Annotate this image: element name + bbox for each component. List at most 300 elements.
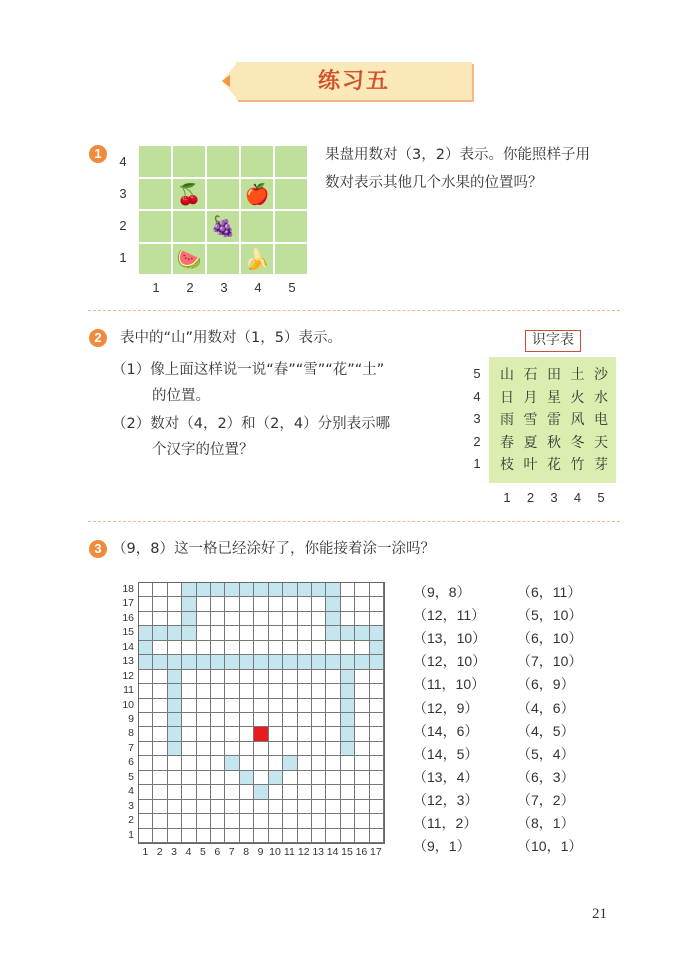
grid-cell[interactable]	[139, 814, 153, 828]
grid-cell[interactable]	[298, 670, 312, 684]
grid-cell[interactable]	[182, 684, 196, 698]
grid-cell[interactable]	[240, 597, 254, 611]
grid-cell[interactable]	[139, 771, 153, 785]
grid-cell[interactable]	[240, 684, 254, 698]
grid-cell[interactable]	[182, 756, 196, 770]
grid-cell[interactable]	[312, 641, 326, 655]
grid-cell[interactable]	[182, 713, 196, 727]
grid-cell[interactable]	[341, 800, 355, 814]
grid-cell[interactable]	[225, 829, 239, 843]
grid-cell[interactable]	[254, 713, 268, 727]
grid-cell[interactable]	[269, 612, 283, 626]
grid-cell[interactable]	[240, 829, 254, 843]
grid-cell[interactable]	[341, 829, 355, 843]
grid-cell-filled-blue[interactable]	[341, 670, 355, 684]
grid-cell-filled-blue[interactable]	[240, 655, 254, 669]
grid-cell[interactable]	[197, 670, 211, 684]
grid-cell[interactable]	[182, 670, 196, 684]
grid-cell[interactable]	[283, 814, 297, 828]
grid-cell[interactable]	[211, 742, 225, 756]
grid-cell[interactable]	[312, 727, 326, 741]
grid-cell[interactable]	[326, 771, 340, 785]
grid-cell[interactable]	[312, 771, 326, 785]
grid-cell[interactable]	[197, 814, 211, 828]
grid-cell[interactable]	[341, 612, 355, 626]
grid-cell[interactable]	[355, 727, 369, 741]
grid-cell[interactable]	[240, 785, 254, 799]
grid-cell[interactable]	[182, 742, 196, 756]
grid-cell[interactable]	[326, 713, 340, 727]
grid-cell[interactable]	[240, 742, 254, 756]
grid-cell[interactable]	[370, 670, 384, 684]
grid-cell[interactable]	[197, 756, 211, 770]
grid-cell[interactable]	[211, 814, 225, 828]
grid-cell[interactable]	[370, 742, 384, 756]
grid-cell[interactable]	[197, 771, 211, 785]
grid-cell[interactable]	[326, 814, 340, 828]
grid-cell[interactable]	[298, 612, 312, 626]
grid-cell-filled-blue[interactable]	[370, 626, 384, 640]
grid-cell[interactable]	[283, 771, 297, 785]
grid-cell-filled-blue[interactable]	[153, 655, 167, 669]
grid-cell[interactable]	[168, 771, 182, 785]
grid-cell[interactable]	[139, 742, 153, 756]
grid-cell[interactable]	[269, 829, 283, 843]
grid-cell-filled-blue[interactable]	[326, 626, 340, 640]
grid-cell[interactable]	[168, 597, 182, 611]
grid-cell[interactable]	[197, 684, 211, 698]
grid-cell[interactable]	[341, 641, 355, 655]
grid-cell[interactable]	[298, 597, 312, 611]
grid-cell-filled-blue[interactable]	[370, 655, 384, 669]
grid-cell[interactable]	[269, 699, 283, 713]
grid-cell[interactable]	[240, 713, 254, 727]
grid-cell[interactable]	[153, 597, 167, 611]
grid-cell-filled-blue[interactable]	[341, 626, 355, 640]
grid-cell[interactable]	[168, 829, 182, 843]
grid-cell-filled-blue[interactable]	[225, 756, 239, 770]
grid-cell[interactable]	[370, 800, 384, 814]
grid-cell-filled-blue[interactable]	[355, 655, 369, 669]
grid-cell[interactable]	[240, 727, 254, 741]
grid-cell[interactable]	[370, 612, 384, 626]
grid-cell[interactable]	[139, 684, 153, 698]
grid-cell-filled-blue[interactable]	[168, 670, 182, 684]
grid-cell[interactable]	[153, 829, 167, 843]
grid-cell[interactable]	[225, 785, 239, 799]
grid-cell[interactable]	[240, 641, 254, 655]
grid-cell-filled-blue[interactable]	[211, 655, 225, 669]
grid-cell[interactable]	[312, 699, 326, 713]
grid-cell[interactable]	[269, 727, 283, 741]
grid-cell[interactable]	[326, 670, 340, 684]
grid-cell-filled-blue[interactable]	[254, 655, 268, 669]
grid-cell[interactable]	[139, 829, 153, 843]
grid-cell[interactable]	[254, 699, 268, 713]
grid-cell-filled-blue[interactable]	[341, 684, 355, 698]
grid-cell[interactable]	[283, 727, 297, 741]
grid-cell-filled-blue[interactable]	[182, 626, 196, 640]
grid-cell[interactable]	[197, 641, 211, 655]
grid-cell[interactable]	[326, 829, 340, 843]
grid-cell-filled-blue[interactable]	[182, 583, 196, 597]
grid-cell-filled-blue[interactable]	[341, 699, 355, 713]
grid-cell-filled-blue[interactable]	[168, 713, 182, 727]
grid-cell[interactable]	[312, 626, 326, 640]
grid-cell[interactable]	[312, 713, 326, 727]
grid-cell-filled-blue[interactable]	[312, 655, 326, 669]
grid-cell-filled-blue[interactable]	[312, 583, 326, 597]
grid-cell[interactable]	[269, 713, 283, 727]
grid-cell-filled-blue[interactable]	[355, 626, 369, 640]
grid-cell[interactable]	[168, 641, 182, 655]
grid-cell[interactable]	[182, 727, 196, 741]
grid-cell[interactable]	[153, 756, 167, 770]
grid-cell[interactable]	[355, 699, 369, 713]
grid-cell[interactable]	[225, 727, 239, 741]
grid-cell[interactable]	[370, 756, 384, 770]
grid-cell-filled-blue[interactable]	[139, 641, 153, 655]
grid-cell[interactable]	[283, 684, 297, 698]
grid-cell[interactable]	[312, 597, 326, 611]
grid-cell[interactable]	[254, 670, 268, 684]
grid-cell[interactable]	[355, 785, 369, 799]
grid-cell[interactable]	[139, 597, 153, 611]
grid-cell[interactable]	[153, 727, 167, 741]
grid-cell[interactable]	[283, 785, 297, 799]
grid-cell[interactable]	[153, 785, 167, 799]
grid-cell[interactable]	[211, 670, 225, 684]
grid-cell-filled-blue[interactable]	[341, 655, 355, 669]
grid-cell-filled-blue[interactable]	[283, 583, 297, 597]
grid-cell[interactable]	[153, 641, 167, 655]
grid-cell-filled-blue[interactable]	[153, 626, 167, 640]
grid-cell[interactable]	[298, 727, 312, 741]
grid-cell[interactable]	[153, 742, 167, 756]
grid-cell[interactable]	[326, 684, 340, 698]
grid-cell-filled-blue[interactable]	[269, 583, 283, 597]
grid-cell[interactable]	[283, 612, 297, 626]
grid-cell[interactable]	[139, 756, 153, 770]
grid-cell[interactable]	[269, 785, 283, 799]
grid-cell[interactable]	[197, 612, 211, 626]
grid-cell-filled-blue[interactable]	[298, 655, 312, 669]
grid-cell[interactable]	[240, 814, 254, 828]
grid-cell[interactable]	[341, 597, 355, 611]
grid-cell[interactable]	[240, 756, 254, 770]
grid-cell[interactable]	[211, 829, 225, 843]
grid-cell[interactable]	[197, 727, 211, 741]
grid-cell[interactable]	[370, 597, 384, 611]
grid-cell[interactable]	[283, 800, 297, 814]
grid-cell[interactable]	[240, 699, 254, 713]
grid-cell-filled-blue[interactable]	[225, 655, 239, 669]
grid-cell[interactable]	[211, 626, 225, 640]
grid-cell[interactable]	[283, 641, 297, 655]
grid-cell-filled-blue[interactable]	[341, 727, 355, 741]
grid-cell[interactable]	[211, 771, 225, 785]
grid-cell[interactable]	[225, 597, 239, 611]
grid-cell[interactable]	[197, 597, 211, 611]
grid-cell[interactable]	[182, 785, 196, 799]
grid-cell[interactable]	[225, 684, 239, 698]
grid-cell[interactable]	[355, 742, 369, 756]
grid-cell[interactable]	[298, 756, 312, 770]
grid-cell[interactable]	[153, 583, 167, 597]
grid-cell-filled-blue[interactable]	[326, 583, 340, 597]
grid-cell-filled-blue[interactable]	[341, 742, 355, 756]
grid-cell[interactable]	[168, 612, 182, 626]
grid-cell[interactable]	[197, 699, 211, 713]
grid-cell[interactable]	[168, 785, 182, 799]
grid-cell[interactable]	[355, 829, 369, 843]
grid-cell[interactable]	[312, 612, 326, 626]
grid-cell-filled-blue[interactable]	[168, 742, 182, 756]
grid-cell[interactable]	[153, 670, 167, 684]
grid-cell[interactable]	[269, 597, 283, 611]
grid-cell[interactable]	[254, 612, 268, 626]
grid-cell-filled-blue[interactable]	[168, 655, 182, 669]
grid-cell[interactable]	[312, 829, 326, 843]
grid-cell-filled-blue[interactable]	[197, 655, 211, 669]
grid-cell[interactable]	[298, 626, 312, 640]
grid-cell[interactable]	[269, 756, 283, 770]
grid-cell[interactable]	[182, 814, 196, 828]
grid-cell[interactable]	[197, 626, 211, 640]
grid-cell[interactable]	[298, 713, 312, 727]
grid-cell-filled-blue[interactable]	[269, 771, 283, 785]
grid-cell[interactable]	[211, 785, 225, 799]
grid-cell-filled-blue[interactable]	[254, 785, 268, 799]
grid-cell[interactable]	[370, 684, 384, 698]
grid-cell[interactable]	[355, 800, 369, 814]
grid-cell[interactable]	[355, 612, 369, 626]
grid-cell[interactable]	[326, 756, 340, 770]
grid-cell[interactable]	[312, 814, 326, 828]
grid-cell[interactable]	[269, 814, 283, 828]
grid-cell[interactable]	[298, 742, 312, 756]
grid-cell[interactable]	[182, 771, 196, 785]
grid-cell[interactable]	[312, 785, 326, 799]
grid-cell[interactable]	[254, 771, 268, 785]
grid-cell[interactable]	[153, 771, 167, 785]
grid-cell[interactable]	[225, 713, 239, 727]
grid-cell[interactable]	[211, 597, 225, 611]
grid-cell[interactable]	[298, 771, 312, 785]
grid-cell[interactable]	[197, 742, 211, 756]
grid-cell[interactable]	[312, 756, 326, 770]
grid-cell-filled-blue[interactable]	[182, 597, 196, 611]
grid-cell[interactable]	[225, 670, 239, 684]
grid-cell[interactable]	[211, 727, 225, 741]
grid-cell[interactable]	[298, 684, 312, 698]
grid-cell[interactable]	[197, 785, 211, 799]
grid-cell[interactable]	[254, 800, 268, 814]
grid-cell[interactable]	[326, 727, 340, 741]
grid-cell[interactable]	[225, 814, 239, 828]
grid-cell[interactable]	[326, 742, 340, 756]
grid-cell[interactable]	[355, 684, 369, 698]
grid-cell-filled-blue[interactable]	[370, 641, 384, 655]
grid-cell[interactable]	[370, 713, 384, 727]
grid-cell[interactable]	[269, 641, 283, 655]
grid-cell[interactable]	[139, 699, 153, 713]
grid-cell[interactable]	[298, 699, 312, 713]
grid-cell[interactable]	[254, 756, 268, 770]
grid-cell[interactable]	[312, 684, 326, 698]
grid-cell[interactable]	[211, 713, 225, 727]
grid-cell[interactable]	[211, 699, 225, 713]
grid-cell[interactable]	[370, 583, 384, 597]
grid-cell-filled-blue[interactable]	[182, 612, 196, 626]
grid-cell[interactable]	[139, 785, 153, 799]
grid-cell[interactable]	[225, 641, 239, 655]
grid-cell[interactable]	[283, 626, 297, 640]
grid-cell-filled-blue[interactable]	[225, 583, 239, 597]
grid-cell[interactable]	[211, 641, 225, 655]
grid-cell[interactable]	[153, 684, 167, 698]
grid-cell[interactable]	[283, 742, 297, 756]
grid-cell[interactable]	[211, 612, 225, 626]
grid-cell[interactable]	[211, 756, 225, 770]
grid-cell[interactable]	[240, 626, 254, 640]
grid-cell[interactable]	[355, 814, 369, 828]
grid-cell[interactable]	[370, 829, 384, 843]
grid-cell[interactable]	[182, 829, 196, 843]
grid-cell[interactable]	[168, 800, 182, 814]
grid-cell-filled-blue[interactable]	[326, 655, 340, 669]
grid-cell[interactable]	[197, 829, 211, 843]
grid-cell[interactable]	[283, 670, 297, 684]
grid-cell[interactable]	[197, 800, 211, 814]
grid-cell[interactable]	[298, 814, 312, 828]
grid-cell[interactable]	[326, 641, 340, 655]
grid-cell-filled-blue[interactable]	[240, 771, 254, 785]
grid-cell-filled-blue[interactable]	[197, 583, 211, 597]
grid-cell[interactable]	[298, 800, 312, 814]
grid-cell[interactable]	[298, 641, 312, 655]
grid-cell[interactable]	[225, 699, 239, 713]
grid-cell-filled-blue[interactable]	[182, 655, 196, 669]
grid-cell[interactable]	[269, 626, 283, 640]
grid-cell-filled-blue[interactable]	[326, 612, 340, 626]
grid-cell-filled-blue[interactable]	[139, 655, 153, 669]
grid-cell[interactable]	[153, 713, 167, 727]
grid-cell[interactable]	[355, 641, 369, 655]
grid-cell-filled-blue[interactable]	[168, 727, 182, 741]
grid-cell[interactable]	[139, 670, 153, 684]
grid-cell-filled-blue[interactable]	[254, 583, 268, 597]
grid-cell[interactable]	[298, 785, 312, 799]
grid-cell[interactable]	[225, 800, 239, 814]
grid-cell[interactable]	[370, 785, 384, 799]
grid-cell[interactable]	[225, 742, 239, 756]
grid-cell[interactable]	[355, 713, 369, 727]
grid-cell[interactable]	[312, 800, 326, 814]
grid-cell-filled-red[interactable]	[254, 727, 268, 741]
grid-cell[interactable]	[370, 699, 384, 713]
grid-cell[interactable]	[326, 800, 340, 814]
grid-cell[interactable]	[254, 742, 268, 756]
grid-cell[interactable]	[312, 742, 326, 756]
grid-cell[interactable]	[283, 597, 297, 611]
grid-cell[interactable]	[139, 612, 153, 626]
grid-cell[interactable]	[182, 800, 196, 814]
grid-cell[interactable]	[139, 583, 153, 597]
grid-cell-filled-blue[interactable]	[168, 699, 182, 713]
grid-cell[interactable]	[153, 699, 167, 713]
grid-cell[interactable]	[341, 814, 355, 828]
grid-cell-filled-blue[interactable]	[283, 756, 297, 770]
grid-cell[interactable]	[139, 800, 153, 814]
grid-cell[interactable]	[254, 641, 268, 655]
grid-cell[interactable]	[341, 771, 355, 785]
grid-cell-filled-blue[interactable]	[211, 583, 225, 597]
grid-cell-filled-blue[interactable]	[139, 626, 153, 640]
grid-cell[interactable]	[326, 699, 340, 713]
grid-cell[interactable]	[240, 670, 254, 684]
grid-cell[interactable]	[254, 684, 268, 698]
grid-cell[interactable]	[326, 785, 340, 799]
grid-cell[interactable]	[370, 814, 384, 828]
grid-cell[interactable]	[370, 771, 384, 785]
grid-cell-filled-blue[interactable]	[168, 684, 182, 698]
grid-cell-filled-blue[interactable]	[341, 713, 355, 727]
grid-cell[interactable]	[153, 800, 167, 814]
grid-cell-filled-blue[interactable]	[326, 597, 340, 611]
grid-cell[interactable]	[225, 771, 239, 785]
grid-cell[interactable]	[355, 597, 369, 611]
grid-cell[interactable]	[269, 684, 283, 698]
grid-cell-filled-blue[interactable]	[168, 626, 182, 640]
grid-cell[interactable]	[225, 612, 239, 626]
grid-cell[interactable]	[240, 800, 254, 814]
grid-cell[interactable]	[283, 699, 297, 713]
grid-cell[interactable]	[283, 713, 297, 727]
grid-cell[interactable]	[355, 670, 369, 684]
grid-cell[interactable]	[298, 829, 312, 843]
grid-cell[interactable]	[182, 641, 196, 655]
grid-cell[interactable]	[355, 756, 369, 770]
grid-cell[interactable]	[283, 829, 297, 843]
grid-cell[interactable]	[168, 814, 182, 828]
grid-cell[interactable]	[197, 713, 211, 727]
grid-cell[interactable]	[182, 699, 196, 713]
grid-cell[interactable]	[341, 583, 355, 597]
grid-cell[interactable]	[312, 670, 326, 684]
grid-cell[interactable]	[370, 727, 384, 741]
grid-cell[interactable]	[254, 814, 268, 828]
grid-cell[interactable]	[254, 597, 268, 611]
grid-cell[interactable]	[240, 612, 254, 626]
grid-cell[interactable]	[139, 713, 153, 727]
grid-cell[interactable]	[341, 756, 355, 770]
grid-cell[interactable]	[225, 626, 239, 640]
grid-cell[interactable]	[341, 785, 355, 799]
grid-cell[interactable]	[269, 742, 283, 756]
grid-cell[interactable]	[153, 612, 167, 626]
grid-cell[interactable]	[168, 756, 182, 770]
grid-cell-filled-blue[interactable]	[298, 583, 312, 597]
grid-cell[interactable]	[211, 800, 225, 814]
grid-cell[interactable]	[254, 626, 268, 640]
grid-cell[interactable]	[139, 727, 153, 741]
grid-cell-filled-blue[interactable]	[269, 655, 283, 669]
grid-cell[interactable]	[254, 829, 268, 843]
grid-cell[interactable]	[211, 684, 225, 698]
grid-cell[interactable]	[355, 583, 369, 597]
grid-cell-filled-blue[interactable]	[240, 583, 254, 597]
